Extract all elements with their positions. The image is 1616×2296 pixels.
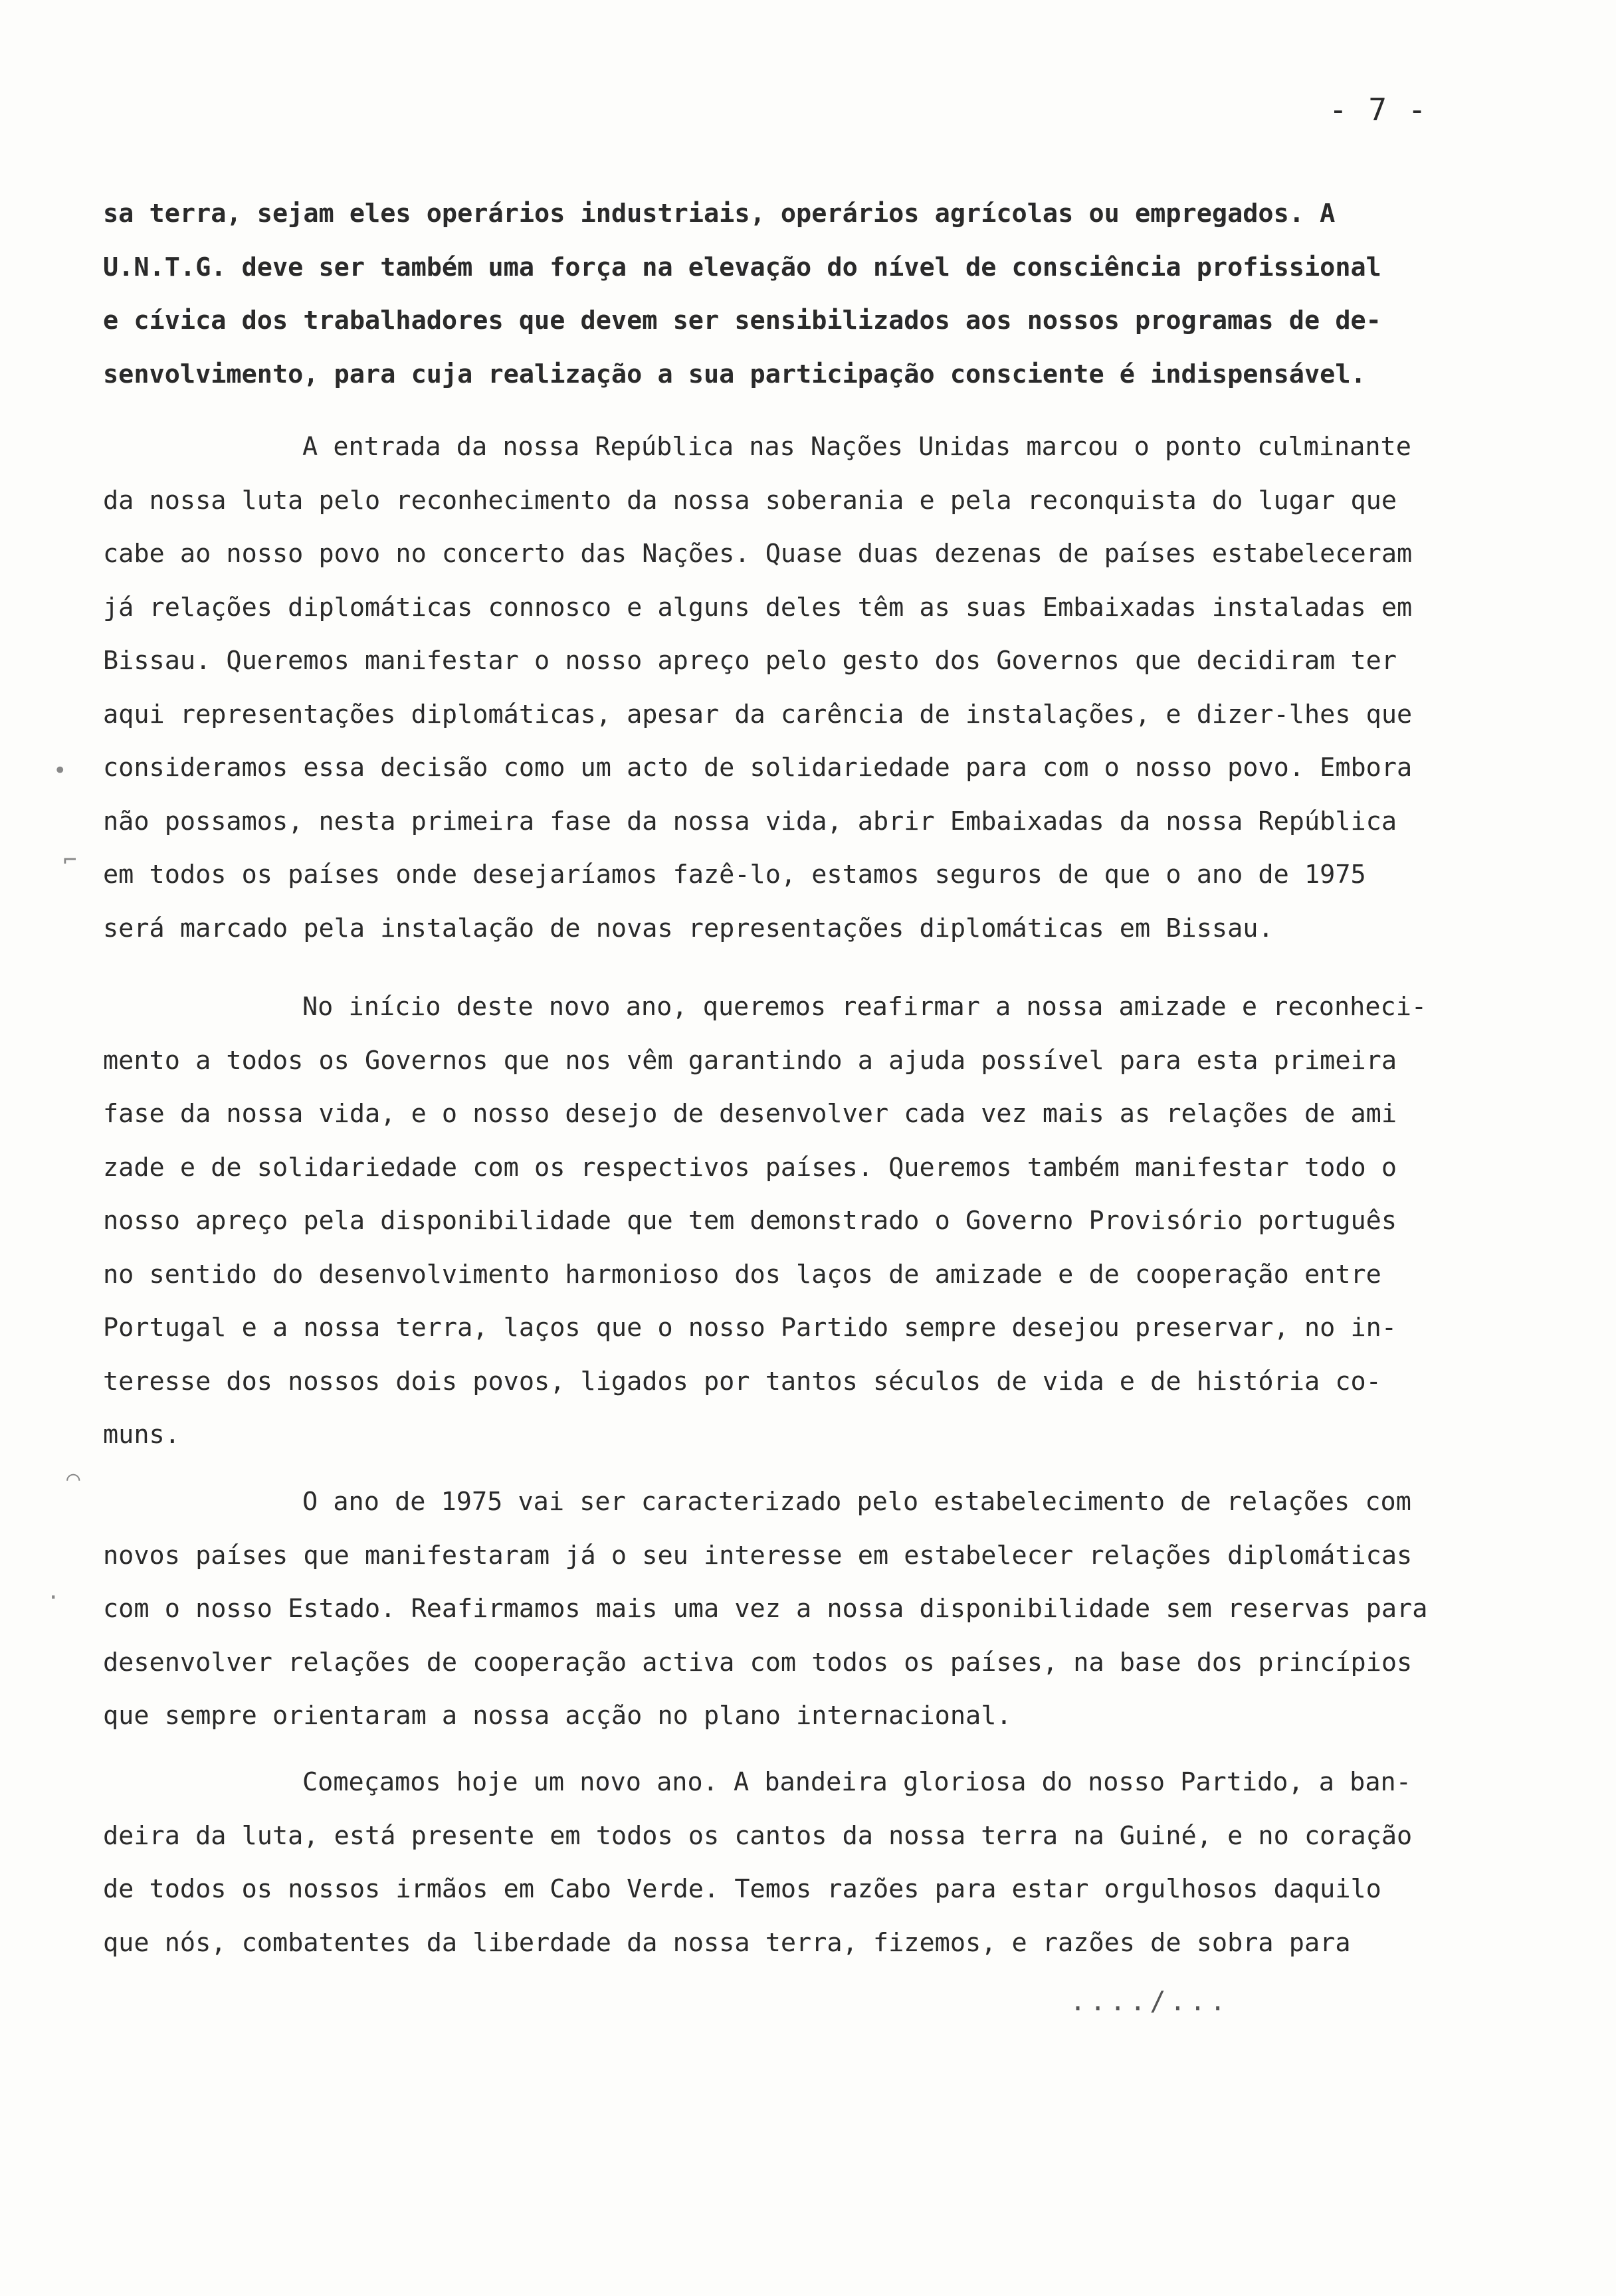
text-line: cabe ao nosso povo no concerto das Nações. Quase duas dezenas de países estabeleceram	[103, 539, 1413, 569]
text-line: consideramos essa decisão como um acto de solidariedade para com o nosso povo. Embora	[103, 753, 1413, 783]
text-line: O ano de 1975 vai ser caracterizado pelo estabelecimento de relações com	[302, 1487, 1411, 1517]
text-line: da nossa luta pelo reconhecimento da nossa soberania e pela reconquista do lugar que	[103, 485, 1397, 516]
text-line: A entrada da nossa República nas Nações Unidas marcou o ponto culminante	[302, 432, 1411, 462]
margin-mark: ⌐	[63, 847, 77, 874]
text-line: novos países que manifestaram já o seu interesse em estabelecer relações diplomáticas	[103, 1540, 1413, 1571]
text-line: que sempre orientaram a nossa acção no plano internacional.	[103, 1701, 1012, 1731]
text-line: com o nosso Estado. Reafirmamos mais uma vez a nossa disponibilidade sem reservas para	[103, 1594, 1428, 1624]
text-line: sa terra, sejam eles operários industriais, operários agrícolas ou empregados. A	[103, 199, 1336, 229]
text-line: nosso apreço pela disponibilidade que tem demonstrado o Governo Provisório português	[103, 1206, 1397, 1236]
margin-mark: ⌒	[66, 1465, 80, 1491]
text-line: não possamos, nesta primeira fase da nossa vida, abrir Embaixadas da nossa República	[103, 806, 1397, 836]
paragraph-4	[103, 1476, 1532, 1743]
text-line: Portugal e a nossa terra, laços que o nosso Partido sempre desejou preservar, no in-	[103, 1313, 1397, 1343]
paragraph-2	[103, 421, 1532, 955]
text-line: fase da nossa vida, e o nosso desejo de desenvolver cada vez mais as relações de ami	[103, 1099, 1397, 1129]
text-line: No início deste novo ano, queremos reafirmar a nossa amizade e reconheci-	[302, 992, 1427, 1022]
text-line: senvolvimento, para cuja realização a sua participação consciente é indispensável.	[103, 359, 1366, 389]
text-line: teresse dos nossos dois povos, ligados por tantos séculos de vida e de história co-	[103, 1366, 1381, 1396]
text-line: será marcado pela instalação de novas representações diplomáticas em Bissau.	[103, 913, 1274, 943]
text-line: e cívica dos trabalhadores que devem ser sensibilizados aos nossos programas de de-	[103, 306, 1381, 335]
text-line: mento a todos os Governos que nos vêm garantindo a ajuda possível para esta primeira	[103, 1045, 1397, 1076]
text-line: Bissau. Queremos manifestar o nosso apreço pelo gesto dos Governos que decidiram ter	[103, 646, 1397, 676]
text-line: aqui representações diplomáticas, apesar da carência de instalações, e dizer-lhes que	[103, 699, 1413, 729]
continuation-mark: ..../...	[1070, 1986, 1230, 2017]
margin-mark: ·	[47, 1584, 60, 1611]
paragraph-5	[103, 1756, 1532, 1970]
text-line: de todos os nossos irmãos em Cabo Verde. Temos razões para estar orgulhosos daquilo	[103, 1874, 1381, 1904]
text-line: zade e de solidariedade com os respectivos países. Queremos também manifestar todo o	[103, 1152, 1397, 1183]
text-line: em todos os países onde desejaríamos fazê-lo, estamos seguros de que o ano de 1975	[103, 860, 1366, 890]
text-line: muns.	[103, 1420, 180, 1450]
text-line: deira da luta, está presente em todos os cantos da nossa terra na Guiné, e no coração	[103, 1820, 1413, 1851]
page-number: - 7 -	[1329, 92, 1428, 128]
text-line: U.N.T.G. deve ser também uma força na elevação do nível de consciência profissional	[103, 252, 1381, 282]
text-line: já relações diplomáticas connosco e alguns deles têm as suas Embaixadas instaladas em	[103, 592, 1413, 622]
text-line: que nós, combatentes da liberdade da nossa terra, fizemos, e razões de sobra para	[103, 1927, 1351, 1958]
text-line: no sentido do desenvolvimento harmonioso dos laços de amizade e de cooperação entre	[103, 1259, 1381, 1290]
margin-mark: •	[53, 757, 67, 784]
paragraph-3	[103, 981, 1532, 1462]
text-line: Começamos hoje um novo ano. A bandeira gloriosa do nosso Partido, a ban-	[302, 1767, 1411, 1797]
text-line: desenvolver relações de cooperação activa com todos os países, na base dos princípios	[103, 1647, 1413, 1677]
paragraph-1	[103, 187, 1532, 401]
